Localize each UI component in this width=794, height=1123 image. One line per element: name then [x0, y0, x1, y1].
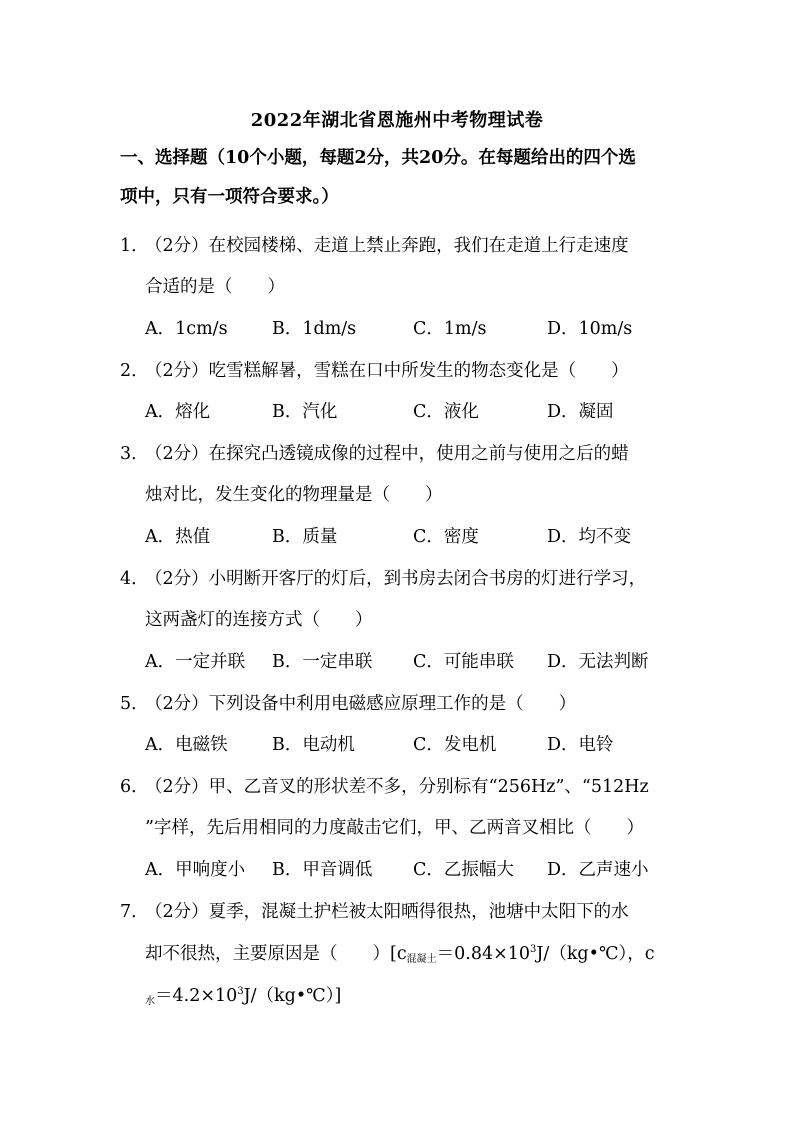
question-text-line: （2分）小明断开客厅的灯后，到书房去闭合书房的灯进行学习，: [145, 569, 647, 589]
option-d: D．乙声速小: [547, 860, 649, 880]
option-a: A．甲响度小: [145, 860, 246, 880]
q7-text-part: ＝0.84×10: [436, 944, 531, 964]
question-text-line: （2分）夏季，混凝土护栏被太阳晒得很热，池塘中太阳下的水: [145, 902, 629, 922]
q7-text-part: J/（kg•℃），c: [536, 944, 655, 964]
q7-text-part: ＝4.2×10: [155, 986, 238, 1006]
question-number: 2．: [120, 361, 149, 381]
question-text-line: ”字样，先后用相同的力度敲击它们，甲、乙两音叉相比（ ）: [145, 818, 644, 838]
q7-text-part: J/（kg•℃）]: [243, 986, 342, 1006]
q7-subscript-concrete: 混凝土: [406, 954, 437, 965]
option-b: B．一定串联: [272, 652, 373, 672]
question-text-line: （2分）甲、乙音叉的形状差不多，分别标有“256Hz”、“512Hz: [145, 777, 649, 797]
q7-subscript-water: 水: [145, 996, 155, 1007]
option-b: B．汽化: [272, 402, 338, 422]
option-b: B．质量: [272, 527, 338, 547]
question-text-line: 合适的是（ ）: [145, 277, 285, 297]
option-c: C．液化: [413, 402, 479, 422]
question-text-line: 这两盏灯的连接方式（ ）: [145, 610, 373, 630]
question-text-line: （2分）在探究凸透镜成像的过程中，使用之前与使用之后的蜡: [145, 444, 629, 464]
option-a: A．1cm/s: [145, 319, 228, 339]
option-a: A．一定并联: [145, 652, 246, 672]
option-c: C．发电机: [413, 735, 497, 755]
section-heading: [120, 139, 680, 217]
option-b: B．电动机: [272, 735, 355, 755]
question-text-line: [145, 940, 655, 965]
question-number: 1．: [120, 236, 149, 256]
option-c: C．1m/s: [413, 319, 487, 339]
page-title: 2022年湖北省恩施州中考物理试卷: [250, 110, 544, 131]
option-a: A．电磁铁: [145, 735, 228, 755]
option-c: C．密度: [413, 527, 479, 547]
option-d: D．凝固: [547, 402, 614, 422]
option-d: D．无法判断: [547, 652, 649, 672]
question-text-line: （2分）在校园楼梯、走道上禁止奔跑，我们在走道上行走速度: [145, 236, 629, 256]
question-number: 6．: [120, 777, 149, 797]
q7-superscript: 3: [530, 944, 537, 955]
section-heading-line-1: 一、选择题（10个小题，每题2分，共20分。在每题给出的四个选: [120, 148, 636, 168]
question-number: 7．: [120, 902, 149, 922]
q7-text-part: 却不很热，主要原因是（ ）[c: [145, 944, 407, 964]
option-d: D．10m/s: [547, 319, 633, 339]
option-d: D．电铃: [547, 735, 614, 755]
option-b: B．甲音调低: [272, 860, 373, 880]
section-heading-line-2: 项中，只有一项符合要求。）: [120, 187, 339, 207]
q7-superscript: 3: [237, 986, 244, 997]
option-c: C．乙振幅大: [413, 860, 514, 880]
question-text-line: （2分）吃雪糕解暑，雪糕在口中所发生的物态变化是（ ）: [145, 361, 629, 381]
option-a: A．熔化: [145, 402, 211, 422]
question-number: 3．: [120, 444, 149, 464]
option-b: B．1dm/s: [272, 319, 357, 339]
option-a: A．热值: [145, 527, 211, 547]
question-text-line: [145, 982, 341, 1007]
question-number: 4．: [120, 569, 149, 589]
question-number: 5．: [120, 694, 149, 714]
question-text-line: （2分）下列设备中利用电磁感应原理工作的是（ ）: [145, 694, 577, 714]
question-text-line: 烛对比，发生变化的物理量是（ ）: [145, 485, 443, 505]
option-c: C．可能串联: [413, 652, 514, 672]
option-d: D．均不变: [547, 527, 632, 547]
